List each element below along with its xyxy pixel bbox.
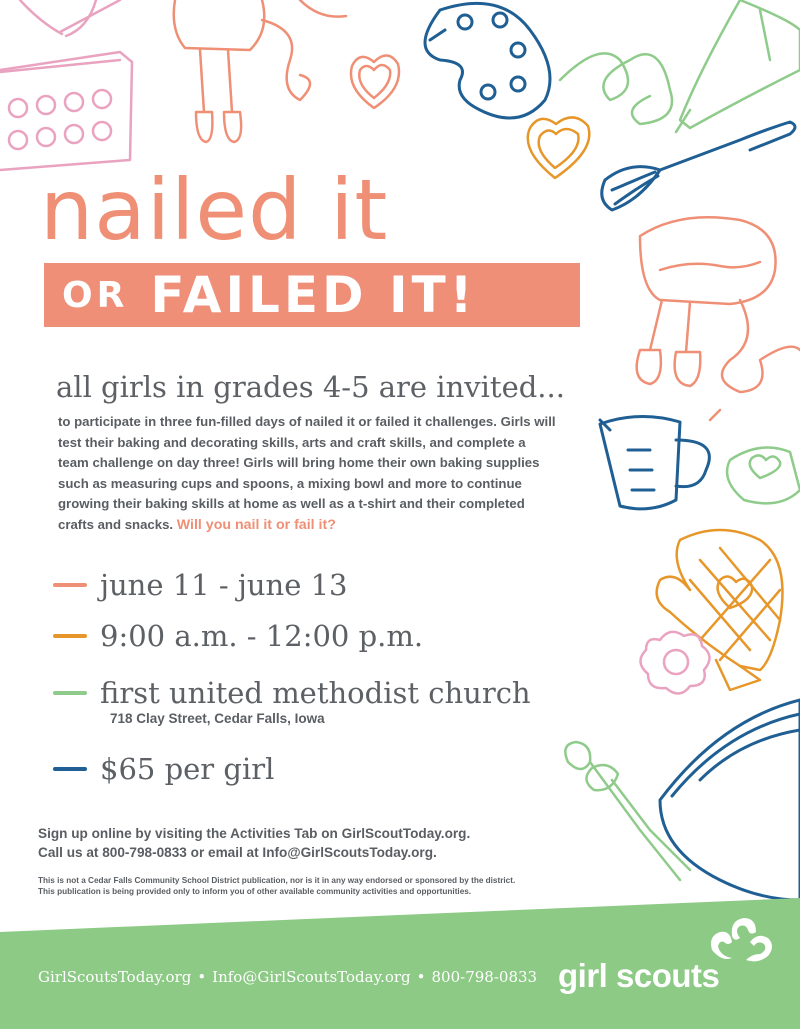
whisk-icon xyxy=(20,0,120,36)
footer-website-link[interactable]: GirlScoutsToday.org xyxy=(38,968,192,986)
title-nailed-it: nailed it xyxy=(40,161,389,259)
heart-cookie-icon xyxy=(528,117,590,178)
title-failed-it: FAILED IT! xyxy=(150,266,477,324)
scissors-icon xyxy=(565,742,690,880)
heart-cutter-icon xyxy=(351,55,399,108)
measuring-cup-icon xyxy=(600,416,709,508)
hand-mixer-icon xyxy=(174,0,346,142)
signup-line-1: Sign up online by visiting the Activities Tab on GirlScoutToday.org. xyxy=(38,826,471,841)
description-cta: Will you nail it or fail it? xyxy=(176,516,336,533)
disclaimer-line-1: This is not a Cedar Falls Community School District publication, nor is it in any way endorsed or sponsored by the district. xyxy=(38,876,516,885)
detail-dates xyxy=(53,568,348,602)
location-text: first united methodist church xyxy=(100,676,531,710)
signup-info xyxy=(38,824,470,862)
signup-line-2: Call us at 800-798-0833 or email at Info@GirlScoutsToday.org. xyxy=(38,845,437,860)
flower-cutter-icon xyxy=(640,632,709,694)
string-icon xyxy=(560,53,672,124)
hand-mixer-icon-2 xyxy=(637,217,800,420)
dash-salmon xyxy=(53,583,87,587)
footer-email-link[interactable]: Info@GirlScoutsToday.org xyxy=(212,968,411,986)
footer-contact xyxy=(38,968,537,986)
detail-location xyxy=(53,676,531,710)
paint-palette-icon xyxy=(425,3,550,118)
separator-dot: • xyxy=(416,968,426,986)
oven-mitt-icon xyxy=(657,530,783,690)
time-text: 9:00 a.m. - 12:00 p.m. xyxy=(100,619,424,653)
detail-price xyxy=(53,752,274,786)
price-text: $65 per girl xyxy=(100,752,275,786)
cupcake-tray-icon xyxy=(0,52,132,170)
footer-phone: 800-798-0833 xyxy=(431,968,538,986)
dash-navy xyxy=(53,767,87,771)
whisk-icon-2 xyxy=(602,122,795,210)
description-body: to participate in three fun-filled days of nailed it or failed it challenges. Girls will test their baking and decorating skills, arts and craft skills, and complete a team challenge on day three! Girls will bring home their own baking supplies such as measuring cups and spoons, a mixing bowl and more to continue growing their baking skills at home as well as a t-shirt and their completed crafts and snacks. xyxy=(58,414,556,532)
mixing-bowl-icon xyxy=(660,700,800,900)
disclaimer xyxy=(38,876,608,897)
piping-bag-icon xyxy=(676,0,800,132)
disclaimer-line-2: This publication is being provided only to inform you of other available community activities and opportunities. xyxy=(38,886,472,896)
title-band xyxy=(44,263,580,327)
dates-text: june 11 - june 13 xyxy=(100,568,348,602)
location-address: 718 Clay Street, Cedar Falls, Iowa xyxy=(110,711,325,726)
separator-dot: • xyxy=(197,968,207,986)
girl-scouts-wordmark: girl scouts xyxy=(558,957,720,994)
dash-green xyxy=(53,691,87,695)
event-description xyxy=(58,412,558,535)
dash-orange xyxy=(53,634,87,638)
heart-cutter-icon-2 xyxy=(727,448,800,504)
invite-heading: all girls in grades 4-5 are invited... xyxy=(56,370,565,404)
detail-time xyxy=(53,619,423,653)
title-or: OR xyxy=(62,274,129,316)
trefoil-icon xyxy=(706,916,776,966)
